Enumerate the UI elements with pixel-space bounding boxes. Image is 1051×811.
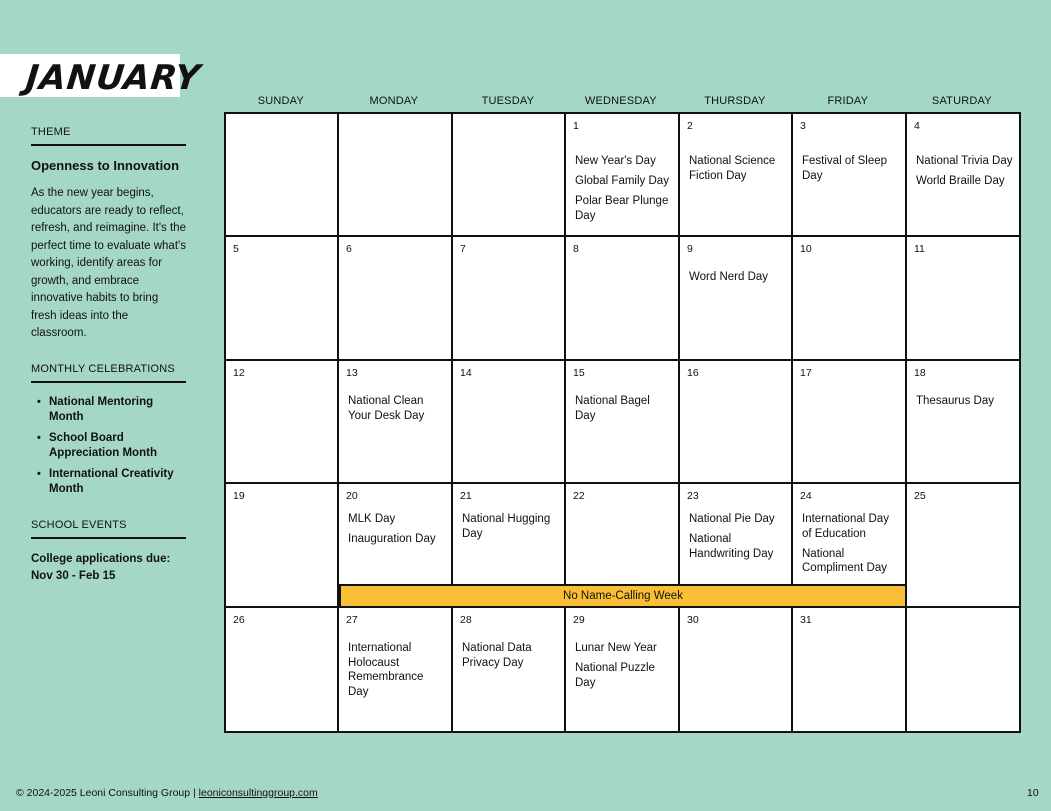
day-cell[interactable]: [793, 608, 907, 733]
event-label: International Day of Education: [802, 513, 889, 540]
event-label: New Year's Day: [575, 155, 656, 167]
day-number: 4: [914, 120, 920, 132]
event-label: National Bagel Day: [575, 395, 650, 422]
day-number: 22: [573, 490, 585, 502]
theme-description: As the new year begins, educators are ready to reflect, refresh, and reimagine. It's the perfect time to evaluate what's working, identify areas for growth, and embrace innovative habits to bring fresh ideas into the classroom.: [31, 187, 186, 339]
day-number: 13: [346, 367, 358, 379]
day-number: 29: [573, 614, 585, 626]
day-cell[interactable]: [453, 361, 566, 484]
day-number: 18: [914, 367, 926, 379]
day-number: 16: [687, 367, 699, 379]
day-cell[interactable]: [453, 608, 566, 733]
day-cell[interactable]: [793, 237, 907, 361]
day-cell[interactable]: [226, 361, 339, 484]
day-number: 21: [460, 490, 472, 502]
day-cell[interactable]: [453, 114, 566, 237]
day-events: [462, 512, 558, 547]
day-cell[interactable]: [793, 114, 907, 237]
day-cell[interactable]: [907, 361, 1021, 484]
school-events-heading: SCHOOL EVENTS: [31, 519, 186, 539]
celebration-item: • School Board Appreciation Month: [31, 431, 186, 461]
day-events: [348, 512, 445, 552]
day-events: [689, 270, 785, 290]
day-number: 14: [460, 367, 472, 379]
day-number: 23: [687, 490, 699, 502]
event-label: National Hugging Day: [462, 513, 551, 540]
day-number: 24: [800, 490, 812, 502]
day-cell[interactable]: [226, 484, 339, 608]
day-number: 25: [914, 490, 926, 502]
event-label: Polar Bear Plunge Day: [575, 195, 669, 222]
month-title: JANUARY: [23, 58, 203, 98]
school-event-dates: Nov 30 - Feb 15: [31, 570, 116, 582]
week-banner: No Name-Calling Week: [339, 584, 907, 608]
event-label: Lunar New Year: [575, 642, 657, 654]
school-event-label: College applications due:: [31, 552, 171, 565]
event-label: National Clean Your Desk Day: [348, 395, 425, 422]
day-events: [575, 641, 672, 696]
celebration-item: • National Mentoring Month: [31, 395, 186, 425]
theme-title: Openness to Innovation: [31, 158, 180, 173]
weekday-saturday: SATURDAY: [931, 95, 992, 107]
weekday-thursday: THURSDAY: [704, 95, 766, 107]
day-number: 12: [233, 367, 245, 379]
day-number: 15: [573, 367, 585, 379]
day-cell[interactable]: [680, 114, 793, 237]
day-number: 26: [233, 614, 245, 626]
day-cell[interactable]: [339, 114, 453, 237]
page-number: 10: [1027, 787, 1039, 799]
day-number: 3: [800, 120, 806, 132]
day-number: 10: [800, 243, 812, 255]
day-events: [575, 154, 672, 229]
day-cell[interactable]: [680, 237, 793, 361]
day-cell[interactable]: [339, 361, 453, 484]
day-events: [348, 394, 445, 429]
day-cell[interactable]: [680, 608, 793, 733]
day-number: 8: [573, 243, 579, 255]
day-cell[interactable]: [453, 237, 566, 361]
day-events: [689, 512, 785, 567]
day-events: [689, 154, 785, 189]
day-events: [916, 154, 1015, 194]
day-number: 27: [346, 614, 358, 626]
day-cell[interactable]: [226, 608, 339, 733]
event-label: Festival of Sleep Day: [802, 155, 888, 182]
day-number: 6: [346, 243, 352, 255]
celebration-item: • International Creativity Month: [31, 467, 186, 497]
day-number: 1: [573, 120, 579, 132]
day-cell[interactable]: [680, 361, 793, 484]
celebrations-heading: MONTHLY CELEBRATIONS: [31, 363, 186, 383]
month-title-box: [0, 54, 203, 98]
weekday-monday: MONDAY: [369, 95, 419, 107]
weekday-friday: FRIDAY: [827, 95, 869, 107]
day-cell[interactable]: [226, 237, 339, 361]
copyright-text: © 2024-2025 Leoni Consulting Group |: [16, 787, 199, 799]
day-cell[interactable]: [907, 484, 1021, 608]
day-number: 28: [460, 614, 472, 626]
day-number: 30: [687, 614, 699, 626]
day-number: 19: [233, 490, 245, 502]
celebrations-list: [31, 395, 186, 497]
day-events: [916, 394, 1015, 414]
website-link[interactable]: leoniconsultinggroup.com: [198, 787, 318, 799]
calendar-grid: [224, 112, 1021, 733]
event-label: National Compliment Day: [802, 547, 887, 574]
event-label: National Puzzle Day: [575, 662, 655, 689]
weekday-tuesday: TUESDAY: [481, 95, 535, 107]
event-label: Word Nerd Day: [689, 271, 769, 283]
event-label: Global Family Day: [575, 175, 669, 187]
school-event-item: [31, 551, 186, 586]
day-cell[interactable]: [226, 114, 339, 237]
day-cell[interactable]: [566, 608, 680, 733]
day-cell[interactable]: [566, 114, 680, 237]
day-cell[interactable]: [907, 114, 1021, 237]
event-label: Thesaurus Day: [916, 395, 994, 407]
day-cell[interactable]: [793, 361, 907, 484]
day-cell[interactable]: [907, 237, 1021, 361]
event-label: National Pie Day: [689, 513, 775, 525]
weekday-sunday: SUNDAY: [257, 95, 304, 107]
event-label: MLK Day: [348, 513, 396, 525]
day-cell[interactable]: [907, 608, 1021, 733]
day-number: 31: [800, 614, 812, 626]
day-cell[interactable]: [566, 237, 680, 361]
day-number: 2: [687, 120, 693, 132]
event-label: World Braille Day: [916, 175, 1005, 187]
day-events: [802, 154, 899, 189]
day-number: 11: [914, 243, 925, 255]
day-number: 9: [687, 243, 693, 255]
weekday-wednesday: WEDNESDAY: [584, 95, 657, 107]
event-label: Inauguration Day: [348, 533, 436, 545]
event-label: National Data Privacy Day: [462, 642, 532, 669]
footer-copyright: [16, 787, 318, 799]
theme-heading: THEME: [31, 126, 186, 146]
event-label: National Science Fiction Day: [689, 155, 776, 182]
day-cell[interactable]: [566, 361, 680, 484]
sidebar: [31, 126, 186, 586]
day-events: [802, 512, 899, 581]
day-cell[interactable]: [339, 608, 453, 733]
day-events: [575, 394, 672, 429]
day-cell[interactable]: [339, 237, 453, 361]
day-number: 7: [460, 243, 466, 255]
day-events: [348, 641, 445, 705]
day-number: 20: [346, 490, 358, 502]
day-number: 17: [800, 367, 812, 379]
day-number: 5: [233, 243, 239, 255]
event-label: International Holocaust Remembrance Day: [348, 642, 424, 698]
event-label: National Handwriting Day: [689, 533, 774, 560]
day-events: [462, 641, 558, 676]
event-label: National Trivia Day: [916, 155, 1013, 167]
